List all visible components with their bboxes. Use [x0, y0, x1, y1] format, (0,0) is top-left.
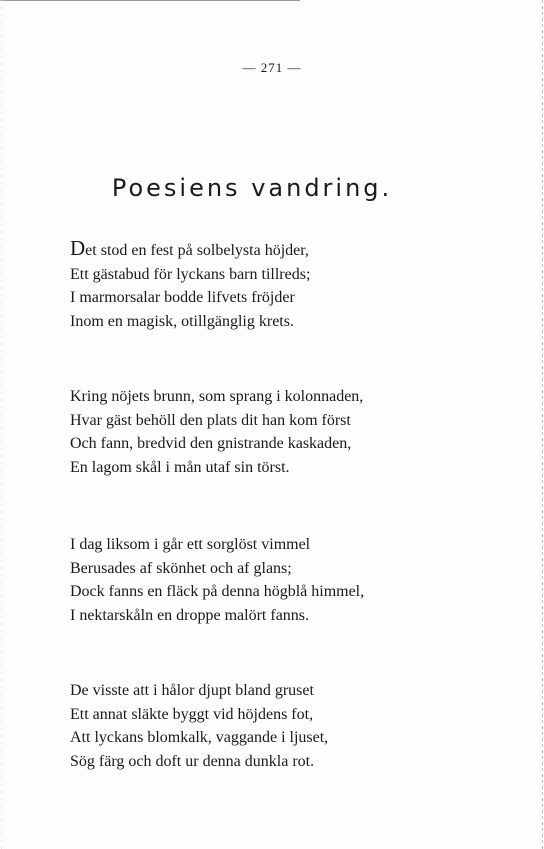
stanza	[70, 236, 470, 333]
drop-cap: D	[70, 236, 86, 260]
verse-line: Hvar gäst behöll den plats dit han kom först	[70, 411, 351, 429]
stanza	[70, 533, 470, 627]
poem-title: Poesiens vandring.	[111, 174, 393, 202]
stanza	[70, 679, 470, 773]
verse-line: Ett annat släkte byggt vid höjdens fot,	[70, 705, 314, 723]
stanza	[70, 385, 470, 479]
verse-line: Berusades af skönhet och af glans;	[70, 559, 292, 577]
page-left-edge	[1, 0, 2, 849]
verse-line: Inom en magisk, otillgänglig krets.	[70, 312, 294, 330]
verse-line: I marmorsalar bodde lifvets fröjder	[70, 289, 295, 306]
verse-line: Ett gästabud för lyckans barn tillreds;	[70, 265, 311, 283]
page-right-edge	[542, 0, 543, 849]
verse-line: Kring nöjets brunn, som sprang i kolonnaden,	[70, 388, 364, 405]
verse-line: Sög färg och doft ur denna dunkla rot.	[70, 752, 315, 770]
verse-line: Att lyckans blomkalk, vaggande i ljuset,	[70, 729, 329, 746]
verse-text: et stod en fest på solbelysta höjder,	[85, 242, 309, 259]
page-top-edge	[0, 0, 300, 1]
verse-line	[70, 236, 470, 263]
verse-line: I dag liksom i går ett sorglöst vimmel	[70, 536, 311, 553]
verse-line: Dock fanns en fläck på denna högblå himmel,	[70, 583, 365, 600]
verse-line: Och fann, bredvid den gnistrande kaskaden,	[70, 435, 352, 452]
verse-line: De visste att i hålor djupt bland gruset	[70, 682, 314, 699]
page-number: — 271 —	[242, 60, 302, 75]
verse-line: I nektarskåln en droppe malört fanns.	[70, 606, 310, 624]
verse-line: En lagom skål i mån utaf sin törst.	[70, 458, 290, 476]
